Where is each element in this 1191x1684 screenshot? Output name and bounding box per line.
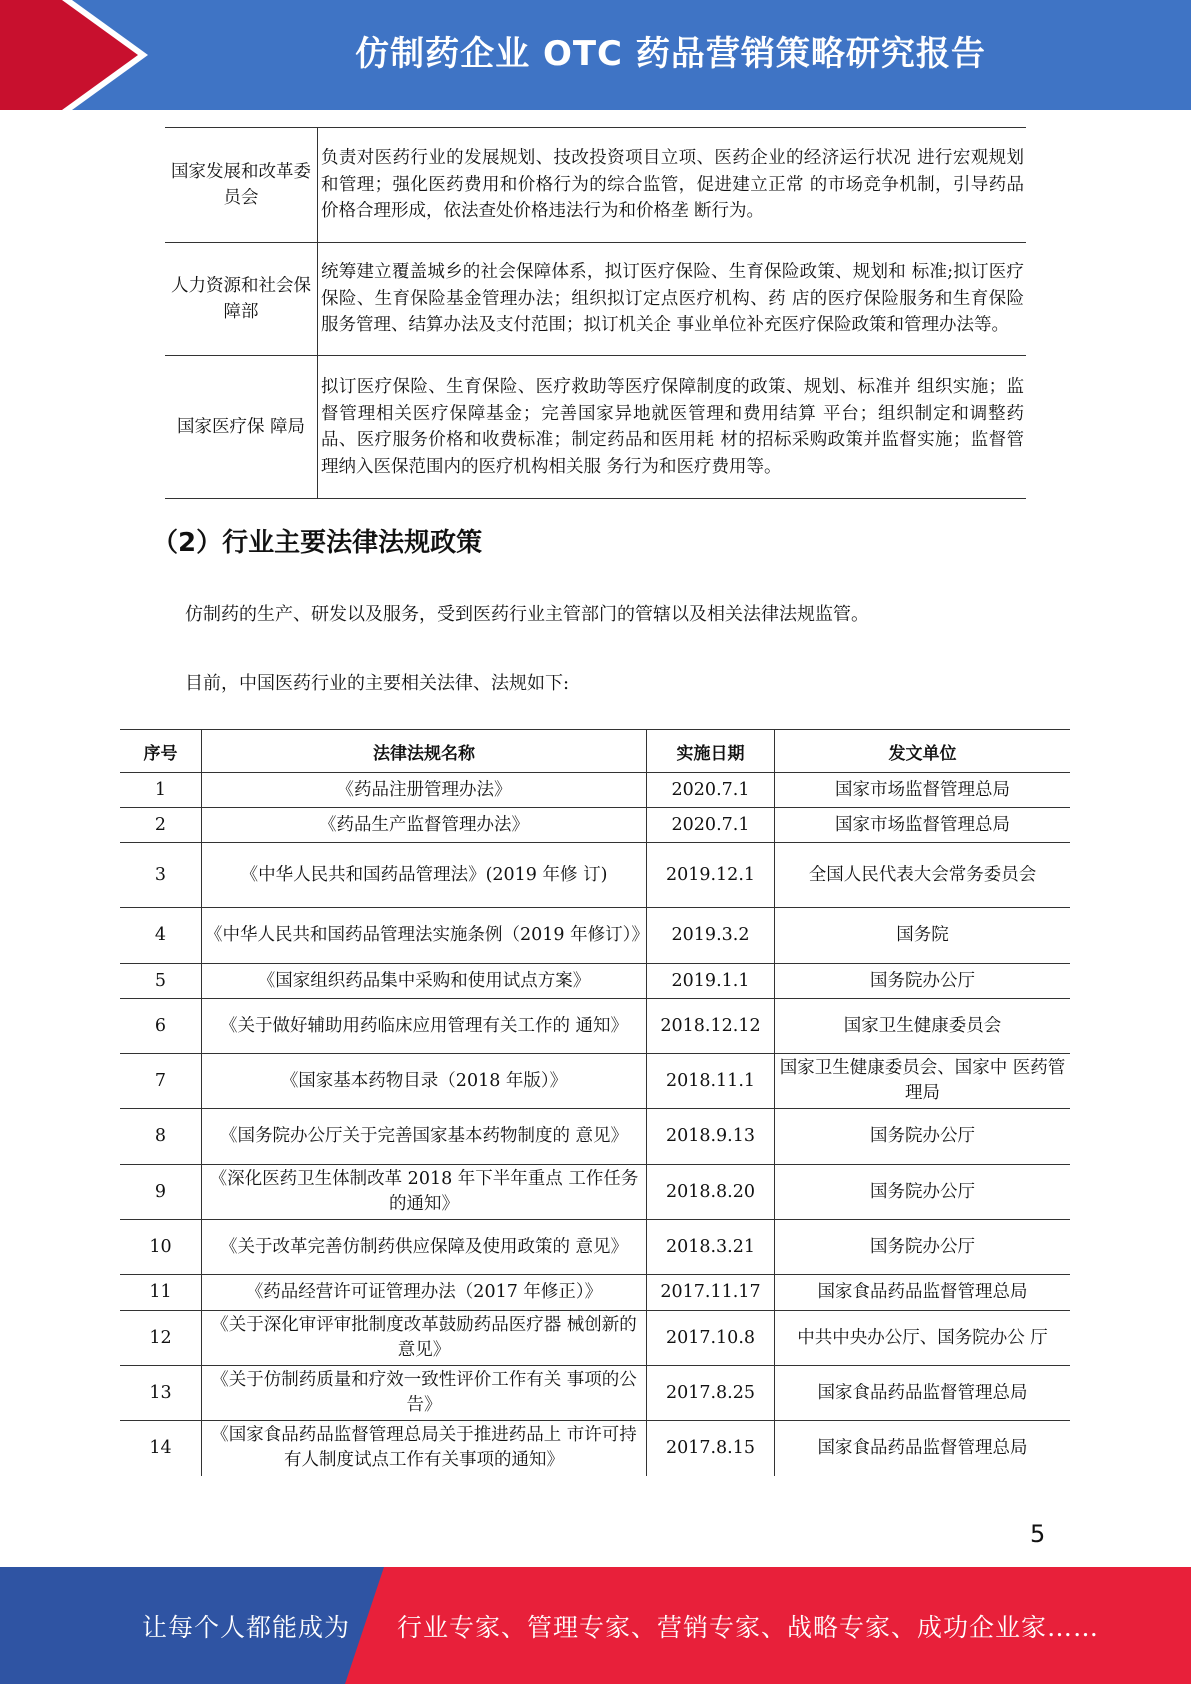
agency-description: 负责对医药行业的发展规划、技改投资项目立项、医药企业的经济运行状况 进行宏观规划和管理；强化医药费用和价格行为的综合监管，促进建立正常 的市场竞争机制，引导药品价格合理形成，依法查处价格违法行为和价格垄 断行为。 xyxy=(318,128,1027,243)
effective-date: 2019.1.1 xyxy=(647,964,775,999)
row-number: 4 xyxy=(120,908,202,964)
issuer: 国务院办公厅 xyxy=(775,1165,1071,1220)
law-name: 《药品经营许可证管理办法（2017 年修正）》 xyxy=(202,1275,647,1311)
law-name: 《关于深化审评审批制度改革鼓励药品医疗器 械创新的意见》 xyxy=(202,1311,647,1366)
section-heading: （2）行业主要法律法规政策 xyxy=(152,528,483,558)
table-row xyxy=(120,808,1070,843)
issuer: 国家市场监督管理总局 xyxy=(775,773,1071,808)
issuer: 国务院办公厅 xyxy=(775,1109,1071,1165)
law-name: 《国家基本药物目录（2018 年版）》 xyxy=(202,1054,647,1109)
agency-name: 国家发展和改革委员会 xyxy=(165,128,318,243)
row-number: 1 xyxy=(120,773,202,808)
issuer: 全国人民代表大会常务委员会 xyxy=(775,843,1071,908)
law-name: 《中华人民共和国药品管理法》(2019 年修 订) xyxy=(202,843,647,908)
agency-description: 拟订医疗保险、生育保险、医疗救助等医疗保障制度的政策、规划、标准并 组织实施；监督管理相关医疗保障基金；完善国家异地就医管理和费用结算 平台；组织制定和调整药品、医疗服务价格和收费标准；制定药品和医用耗 材的招标采购政策并监督实施；监督管理纳入医保范围内的医疗机构相关服 务行为和医疗费用等。 xyxy=(318,356,1027,499)
row-number: 8 xyxy=(120,1109,202,1165)
row-number: 12 xyxy=(120,1311,202,1366)
law-name: 《国家组织药品集中采购和使用试点方案》 xyxy=(202,964,647,999)
column-header-number: 序号 xyxy=(120,730,202,773)
issuer: 中共中央办公厅、国务院办公 厅 xyxy=(775,1311,1071,1366)
table-row xyxy=(165,128,1026,243)
row-number: 5 xyxy=(120,964,202,999)
effective-date: 2017.10.8 xyxy=(647,1311,775,1366)
row-number: 3 xyxy=(120,843,202,908)
table-row xyxy=(120,843,1070,908)
table-row xyxy=(120,1311,1070,1366)
column-header-date: 实施日期 xyxy=(647,730,775,773)
column-header-name: 法律法规名称 xyxy=(202,730,647,773)
effective-date: 2020.7.1 xyxy=(647,808,775,843)
law-name: 《关于改革完善仿制药供应保障及使用政策的 意见》 xyxy=(202,1220,647,1275)
report-title: 仿制药企业 OTC 药品营销策略研究报告 xyxy=(355,34,986,74)
issuer: 国家市场监督管理总局 xyxy=(775,808,1071,843)
issuer: 国家卫生健康委员会 xyxy=(775,999,1071,1054)
issuer: 国家食品药品监督管理总局 xyxy=(775,1275,1071,1311)
row-number: 2 xyxy=(120,808,202,843)
law-name: 《药品注册管理办法》 xyxy=(202,773,647,808)
page-header xyxy=(0,0,1191,110)
table-row xyxy=(120,1421,1070,1476)
laws-intro-paragraph: 目前，中国医药行业的主要相关法律、法规如下: xyxy=(185,673,570,694)
issuer: 国务院办公厅 xyxy=(775,964,1071,999)
table-row xyxy=(165,356,1026,499)
law-name: 《中华人民共和国药品管理法实施条例（2019 年修订）》 xyxy=(202,908,647,964)
effective-date: 2018.9.13 xyxy=(647,1109,775,1165)
table-row xyxy=(120,1275,1070,1311)
table-row xyxy=(120,1220,1070,1275)
row-number: 14 xyxy=(120,1421,202,1476)
effective-date: 2017.11.17 xyxy=(647,1275,775,1311)
table-row xyxy=(120,1109,1070,1165)
page-number: 5 xyxy=(1030,1520,1046,1548)
table-row xyxy=(120,1165,1070,1220)
table-row xyxy=(120,1054,1070,1109)
effective-date: 2020.7.1 xyxy=(647,773,775,808)
issuer: 国务院办公厅 xyxy=(775,1220,1071,1275)
laws-regulations-table xyxy=(120,729,1070,1476)
effective-date: 2018.11.1 xyxy=(647,1054,775,1109)
law-name: 《药品生产监督管理办法》 xyxy=(202,808,647,843)
law-name: 《深化医药卫生体制改革 2018 年下半年重点 工作任务的通知》 xyxy=(202,1165,647,1220)
effective-date: 2019.3.2 xyxy=(647,908,775,964)
table-header-row xyxy=(120,730,1070,773)
table-row xyxy=(120,773,1070,808)
regulatory-agencies-table xyxy=(165,127,1026,499)
table-row xyxy=(120,964,1070,999)
issuer: 国家卫生健康委员会、国家中 医药管理局 xyxy=(775,1054,1071,1109)
law-name: 《国家食品药品监督管理总局关于推进药品上 市许可持有人制度试点工作有关事项的通知》 xyxy=(202,1421,647,1476)
row-number: 10 xyxy=(120,1220,202,1275)
agency-description: 统筹建立覆盖城乡的社会保障体系，拟订医疗保险、生育保险政策、规划和 标准;拟订医疗保险、生育保险基金管理办法；组织拟订定点医疗机构、药 店的医疗保险服务和生育保险服务管理、结算办法及支付范围；拟订机关企 事业单位补充医疗保险政策和管理办法等。 xyxy=(318,243,1027,356)
law-name: 《国务院办公厅关于完善国家基本药物制度的 意见》 xyxy=(202,1109,647,1165)
table-row xyxy=(120,1366,1070,1421)
effective-date: 2018.3.21 xyxy=(647,1220,775,1275)
law-name: 《关于仿制药质量和疗效一致性评价工作有关 事项的公告》 xyxy=(202,1366,647,1421)
table-row xyxy=(165,243,1026,356)
effective-date: 2018.8.20 xyxy=(647,1165,775,1220)
issuer: 国家食品药品监督管理总局 xyxy=(775,1366,1071,1421)
page-footer xyxy=(0,1567,1191,1684)
effective-date: 2017.8.25 xyxy=(647,1366,775,1421)
intro-paragraph: 仿制药的生产、研发以及服务，受到医药行业主管部门的管辖以及相关法律法规监管。 xyxy=(185,604,869,625)
agency-name: 国家医疗保 障局 xyxy=(165,356,318,499)
issuer: 国家食品药品监督管理总局 xyxy=(775,1421,1071,1476)
footer-slogan-right: 行业专家、管理专家、营销专家、战略专家、成功企业家…… xyxy=(397,1613,1100,1642)
issuer: 国务院 xyxy=(775,908,1071,964)
row-number: 7 xyxy=(120,1054,202,1109)
row-number: 9 xyxy=(120,1165,202,1220)
table-row xyxy=(120,999,1070,1054)
row-number: 6 xyxy=(120,999,202,1054)
column-header-issuer: 发文单位 xyxy=(775,730,1071,773)
agency-name: 人力资源和社会保障部 xyxy=(165,243,318,356)
footer-slogan-left: 让每个人都能成为 xyxy=(142,1613,351,1642)
row-number: 13 xyxy=(120,1366,202,1421)
table-row xyxy=(120,908,1070,964)
effective-date: 2017.8.15 xyxy=(647,1421,775,1476)
effective-date: 2018.12.12 xyxy=(647,999,775,1054)
row-number: 11 xyxy=(120,1275,202,1311)
effective-date: 2019.12.1 xyxy=(647,843,775,908)
law-name: 《关于做好辅助用药临床应用管理有关工作的 通知》 xyxy=(202,999,647,1054)
